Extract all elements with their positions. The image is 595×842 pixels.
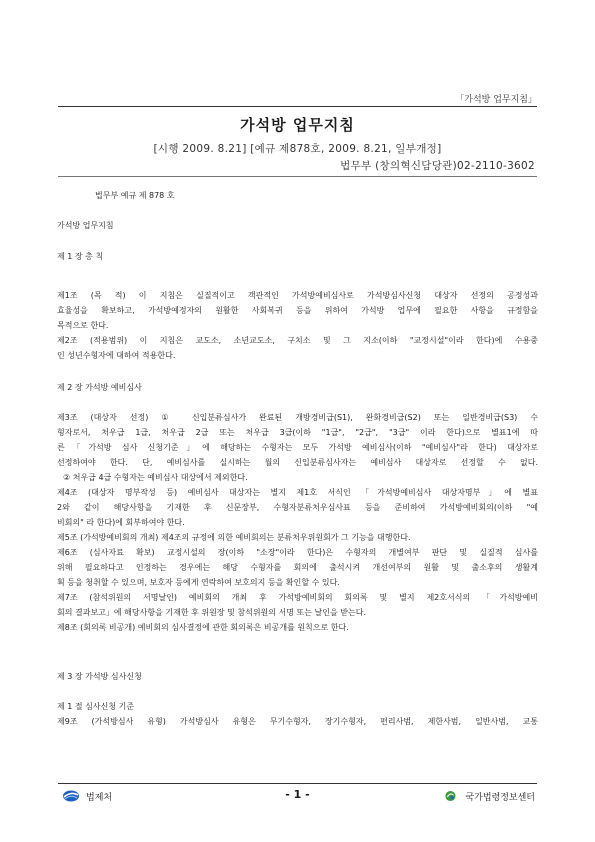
chapter-heading: 제 2 장 가석방 예비심사 bbox=[57, 383, 142, 392]
article-line: 비회의" 라 한다)에 회부하여야 한다. bbox=[57, 518, 185, 527]
header-rule bbox=[58, 106, 537, 107]
article-line: 제8조 (회의록 비공개) 예비회의 심사결정에 관한 회의록은 비공개를 원칙으로 한다. bbox=[57, 623, 349, 632]
article-line: 목적으로 한다. bbox=[57, 321, 109, 330]
article-line: 회의 결과보고」에 해당사항을 기재한 후 위원장 및 참석위원의 서명 또는 날인을 받는다. bbox=[57, 608, 366, 617]
article-line: 제9조 (가석방심사 유형) 가석방심사 유형은 무기수형자, 장기수형자, 편리사범, 제한사범, 일반사범, 교통 bbox=[57, 717, 538, 726]
body bbox=[57, 188, 538, 203]
article-line: 2와 같이 해당사항을 기재한 후 신문장부, 수형자분류처우심사표 등을 준비하여 가석방예비회의(이하 "예 bbox=[57, 503, 538, 512]
enforcement-info: [시행 2009. 8.21] [예규 제878호, 2009. 8.21, 일부개정] bbox=[153, 143, 442, 155]
doc-name-line: 가석방 업무지침 bbox=[57, 221, 114, 230]
article-line: ② 처우급 4급 수형자는 예비심사 대상에서 제외한다. bbox=[63, 473, 248, 482]
chapter-heading: 제 1 장 총 칙 bbox=[57, 252, 104, 261]
footer-rule bbox=[58, 783, 537, 784]
article-line: 선정하여야 한다. 단, 예비심사를 실시하는 월의 신입분류심사자는 예비심사 대상자로 선정할 수 없다. bbox=[57, 458, 538, 467]
article-line: 위해 필요하다고 인정하는 경우에는 해당 수형자를 회의에 출석시켜 개선여부의 원활 및 출소후의 생활계 bbox=[57, 563, 538, 572]
article-line: 제6조 (심사자료 확보) 교정시설의 장(이하 "소장"이라 한다)은 수형자의 개별여부 판단 및 실질적 심사를 bbox=[57, 548, 538, 557]
article-line: 제4조 (대상자 명부작성 등) 예비심사 대상자는 별지 제1호 서식인 「가석방예비심사 대상자명부」에 별표 bbox=[57, 488, 538, 497]
footer-agency: 법제처 bbox=[86, 792, 113, 803]
article-line: 제7조 (참석위원의 서명날인) 예비회의 개최 후 가석방예비회의 회의록 및 별지 제2호서식의 「가석방예비 bbox=[57, 593, 538, 602]
footer-right bbox=[445, 789, 535, 803]
article-line: 른「가석방 심사 신청기준」에 해당하는 수형자는 모두 가석방 예비심사(이하 "예비심사"라 한다) 대상자로 bbox=[57, 443, 538, 452]
section-heading: 제 1 절 심사신청 기준 bbox=[57, 702, 135, 711]
article-line: 제2조 (적용범위) 이 지침은 교도소, 소년교도소, 구치소 및 그 지소(이하 "교정시설"이라 한다)에 수용중 bbox=[57, 336, 538, 345]
department-contact: 법무부 (창의혁신담당관)02-2110-3602 bbox=[340, 160, 535, 172]
page-number: - 1 - bbox=[285, 788, 310, 801]
article-line: 획 등을 청취할 수 있으며, 보호자 등에게 연락하여 보호의지 등을 확인할 수 있다. bbox=[57, 578, 340, 587]
article-line: 제1조 (목 적) 이 지침은 실질적이고 객관적인 가석방예비심사로 가석방심사신청 대상자 선정의 공정성과 bbox=[57, 291, 538, 300]
document-title: 가석방 업무지침 bbox=[240, 116, 355, 134]
law-center-logo-icon bbox=[445, 789, 459, 803]
article-line: 형자로서, 처우급 1급, 처우급 2급 또는 처우급 3급(이하 "1급", "2급", "3급" 이라 한다)으로 별표1에 따 bbox=[57, 428, 538, 437]
chapter-heading: 제 3 장 가석방 심사신청 bbox=[57, 672, 142, 681]
article-line: 제5조 (가석방예비회의 개최) 제4조의 규정에 의한 예비회의는 분류처우위원회가 그 기능을 대행한다. bbox=[57, 533, 411, 542]
header-divider bbox=[58, 176, 537, 177]
footer-center-name: 국가법령정보센터 bbox=[465, 792, 535, 803]
decree-number: 법무부 예규 제 878 호 bbox=[95, 191, 175, 200]
running-header: 「가석방 업무지침」 bbox=[455, 95, 537, 105]
article-line: 제3조 (대상자 선정) ① 신입분류심사가 완료된 개방경비급(S1), 완화경비급(S2) 또는 일반경비급(S3) 수 bbox=[57, 413, 538, 422]
article-line: 효율성을 확보하고, 가석방예정자의 원활한 사회복귀 등을 위하여 가석방 업무에 필요한 사항을 규정함을 bbox=[57, 306, 538, 315]
article-line: 인 성년수형자에 대하여 적용한다. bbox=[57, 351, 176, 360]
